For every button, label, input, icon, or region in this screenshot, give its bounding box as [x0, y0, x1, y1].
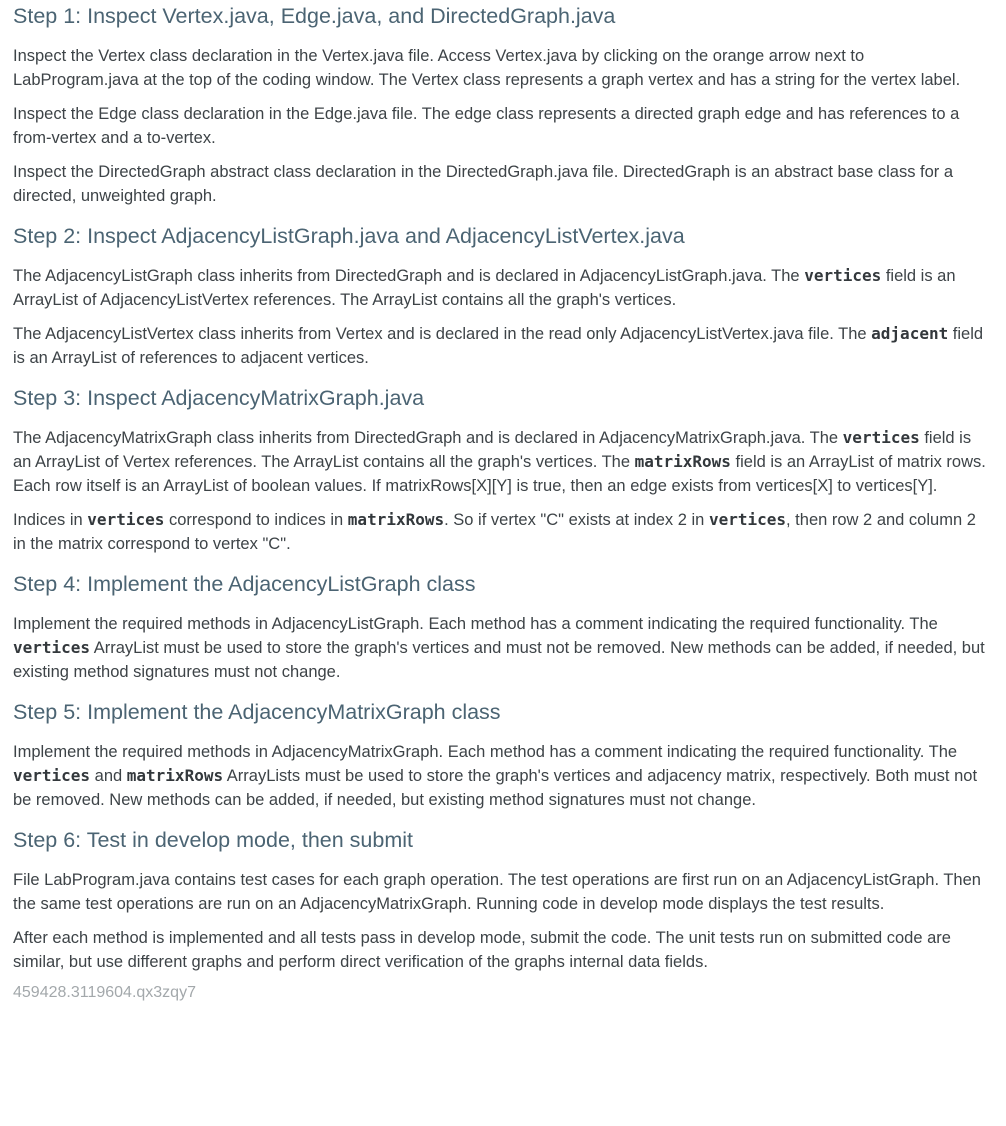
paragraph-text: field is an ArrayList of matrix rows. Each row itself is an ArrayList of boolean values. If matrixRows[X][Y] is true, then an edge exists from vertices[X] to vertices[Y].: [13, 453, 986, 495]
lab-id-footer: 459428.3119604.qx3zqy7: [13, 984, 196, 1001]
paragraph-text: The AdjacencyListVertex class inherits from Vertex and is declared in the read only AdjacencyListVertex.java file. The: [13, 325, 872, 343]
code-identifier: vertices: [87, 510, 165, 529]
step-1-paragraph: [13, 44, 993, 92]
code-identifier: vertices: [842, 428, 920, 447]
paragraph-text: The AdjacencyListGraph class inherits from DirectedGraph and is declared in AdjacencyListGraph.java. The: [13, 267, 805, 285]
step-section-3: [13, 384, 993, 556]
paragraph-text: Inspect the Edge class declaration in the Edge.java file. The edge class represents a directed graph edge and has references to a from-vertex and a to-vertex.: [13, 105, 960, 147]
paragraph-text: . So if vertex "C" exists at index 2 in: [444, 511, 709, 529]
paragraph-text: field is an ArrayList of Vertex references. The ArrayList contains all the graph's vertices. The: [13, 429, 972, 471]
code-identifier: vertices: [708, 510, 787, 529]
step-3-heading: Step 3: Inspect AdjacencyMatrixGraph.java: [13, 386, 425, 410]
code-identifier: adjacent: [871, 324, 949, 343]
paragraph-text: Indices in: [13, 511, 88, 529]
step-section-1: [13, 2, 993, 208]
step-4-heading: Step 4: Implement the AdjacencyListGraph class: [13, 572, 476, 596]
code-identifier: vertices: [804, 266, 882, 285]
paragraph-text: The AdjacencyMatrixGraph class inherits from DirectedGraph and is declared in AdjacencyMatrixGraph.java. The: [13, 429, 843, 447]
paragraph-text: Inspect the Vertex class declaration in the Vertex.java file. Access Vertex.java by clicking on the orange arrow next to LabProgram.java at the top of the coding window. The Vertex class represents a graph vertex and has a string for the vertex label.: [13, 47, 961, 89]
step-6-paragraph: [13, 868, 993, 916]
paragraph-text: ArrayList must be used to store the graph's vertices and must not be removed. New methods can be added, if needed, but existing method signatures must not change.: [13, 639, 985, 681]
paragraph-text: correspond to indices in: [164, 511, 348, 529]
step-1-heading: Step 1: Inspect Vertex.java, Edge.java, and DirectedGraph.java: [13, 4, 616, 28]
steps-container: [13, 2, 993, 974]
code-identifier: vertices: [13, 638, 91, 657]
step-1-paragraph: [13, 160, 993, 208]
step-5-paragraph: [13, 740, 993, 812]
step-2-heading: Step 2: Inspect AdjacencyListGraph.java and AdjacencyListVertex.java: [13, 224, 685, 248]
paragraph-text: Inspect the DirectedGraph abstract class declaration in the DirectedGraph.java file. DirectedGraph is an abstract base class for a directed, unweighted graph.: [13, 163, 954, 205]
step-3-paragraph: [13, 508, 993, 556]
step-3-paragraph: [13, 426, 993, 498]
paragraph-text: Implement the required methods in AdjacencyMatrixGraph. Each method has a comment indicating the required functionality. The: [13, 743, 958, 761]
code-identifier: matrixRows: [634, 452, 731, 471]
step-section-2: [13, 222, 993, 370]
paragraph-text: , then row 2 and column 2 in the matrix correspond to vertex "C".: [13, 511, 976, 553]
paragraph-text: File LabProgram.java contains test cases for each graph operation. The test operations are first run on an AdjacencyListGraph. Then the same test operations are run on an AdjacencyMatrixGraph. Running code in develop mode displays the test results.: [13, 871, 981, 913]
step-6-paragraph: [13, 926, 993, 974]
paragraph-text: field is an ArrayList of references to adjacent vertices.: [13, 325, 984, 367]
paragraph-text: ArrayLists must be used to store the graph's vertices and adjacency matrix, respectively. Both must not be removed. New methods can be added, if needed, but existing method signatures must not change.: [13, 767, 978, 809]
step-section-4: [13, 570, 993, 684]
paragraph-text: field is an ArrayList of AdjacencyListVertex references. The ArrayList contains all the graph's vertices.: [13, 267, 956, 309]
paragraph-text: After each method is implemented and all tests pass in develop mode, submit the code. The unit tests run on submitted code are similar, but use different graphs and perform direct verification of the graphs internal data fields.: [13, 929, 951, 971]
code-identifier: matrixRows: [347, 510, 445, 529]
step-section-6: [13, 826, 993, 974]
step-1-paragraph: [13, 102, 993, 150]
step-2-paragraph: [13, 322, 993, 370]
paragraph-text: and: [90, 767, 127, 785]
code-identifier: vertices: [13, 766, 91, 785]
step-section-5: [13, 698, 993, 812]
code-identifier: matrixRows: [126, 766, 224, 785]
step-5-heading: Step 5: Implement the AdjacencyMatrixGraph class: [13, 700, 501, 724]
step-6-heading: Step 6: Test in develop mode, then submit: [13, 828, 413, 852]
step-2-paragraph: [13, 264, 993, 312]
step-4-paragraph: [13, 612, 993, 684]
paragraph-text: Implement the required methods in AdjacencyListGraph. Each method has a comment indicating the required functionality. The: [13, 615, 938, 633]
